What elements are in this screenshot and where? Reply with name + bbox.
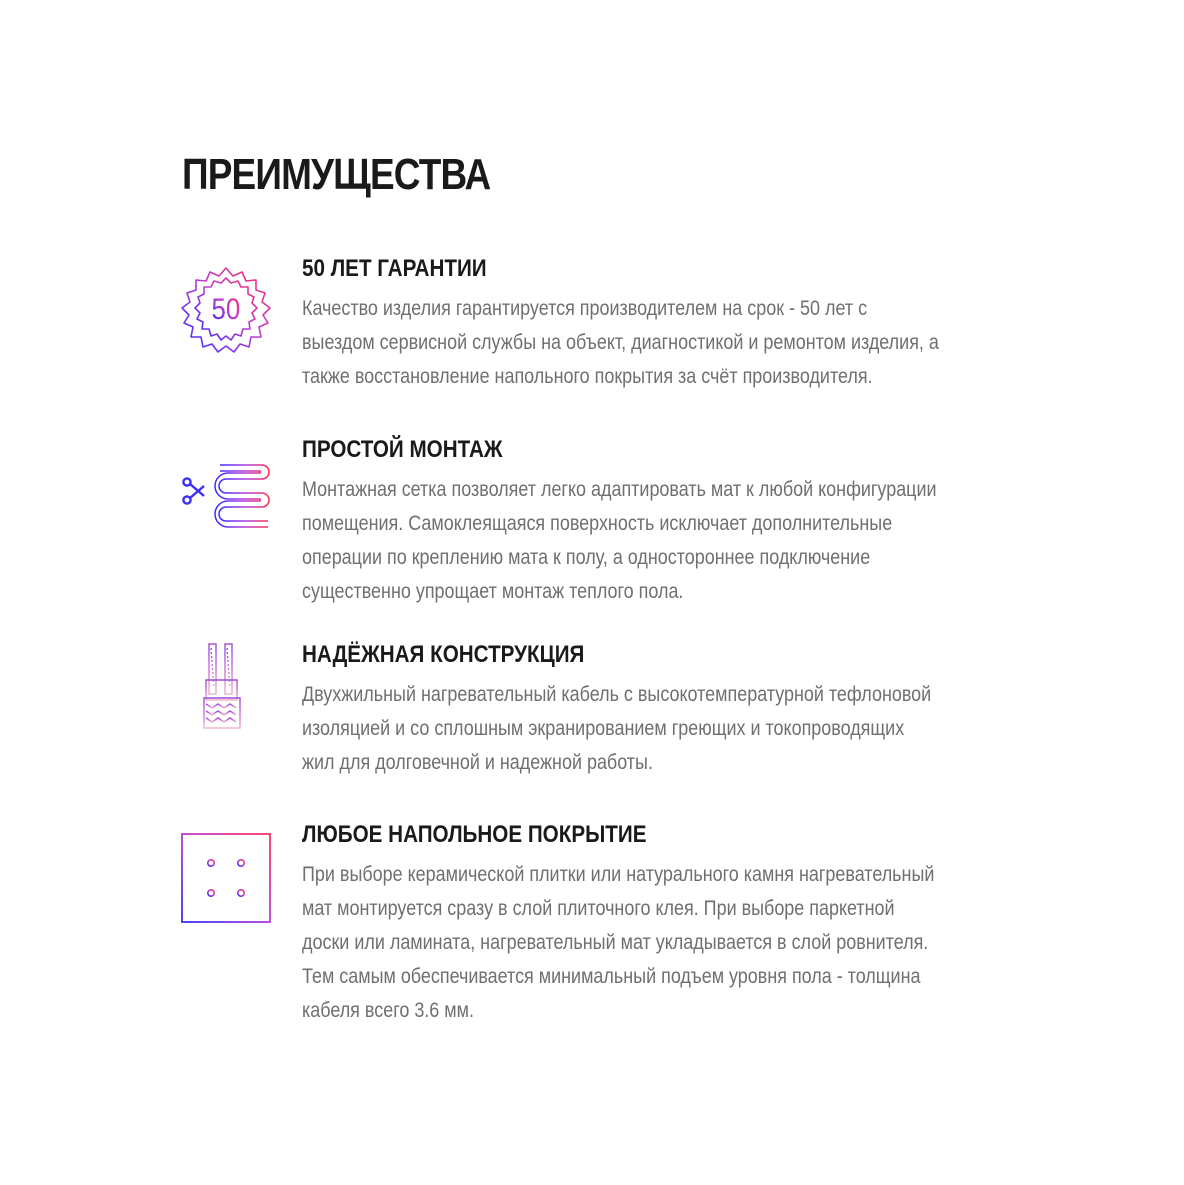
- heating-mat-scissors-icon: [176, 451, 276, 571]
- cable-cross-section-icon: [176, 640, 276, 760]
- feature-text: При выборе керамической плитки или натурального камня нагревательный мат монтируется сразу в слой плиточного клея. При выборе паркетной доски или ламината, нагревательный мат укладывается в слой ровнителя. Тем самым обеспечивается минимальный подъем уровня пола - толщина кабеля всего 3.6 мм.: [302, 863, 935, 1022]
- feature-text: Качество изделия гарантируется производителем на срок - 50 лет с выездом сервисной службы на объект, диагностикой и ремонтом изделия, а также восстановление напольного покрытия за счёт производителя.: [302, 297, 939, 388]
- section-title: ПРЕИМУЩЕСТВА: [182, 150, 491, 199]
- floor-tile-grid-icon: [176, 830, 276, 950]
- warranty-seal-number: 50: [211, 292, 241, 326]
- feature-text: Двухжильный нагревательный кабель с высокотемпературной тефлоновой изоляцией и со сплошным экранированием греющих и токопроводящих жил для долговечной и надежной работы.: [302, 683, 932, 774]
- feature-heading: 50 ЛЕТ ГАРАНТИИ: [302, 255, 487, 282]
- feature-heading: ЛЮБОЕ НАПОЛЬНОЕ ПОКРЫТИЕ: [302, 821, 647, 848]
- feature-heading: НАДЁЖНАЯ КОНСТРУКЦИЯ: [302, 641, 585, 668]
- feature-heading: ПРОСТОЙ МОНТАЖ: [302, 436, 503, 463]
- warranty-seal-icon: [176, 264, 276, 384]
- feature-text: Монтажная сетка позволяет легко адаптировать мат к любой конфигурации помещения. Самоклеящаяся поверхность исключает дополнительные операции по креплению мата к полу, а одностороннее подключение существенно упрощает монтаж теплого пола.: [302, 478, 937, 603]
